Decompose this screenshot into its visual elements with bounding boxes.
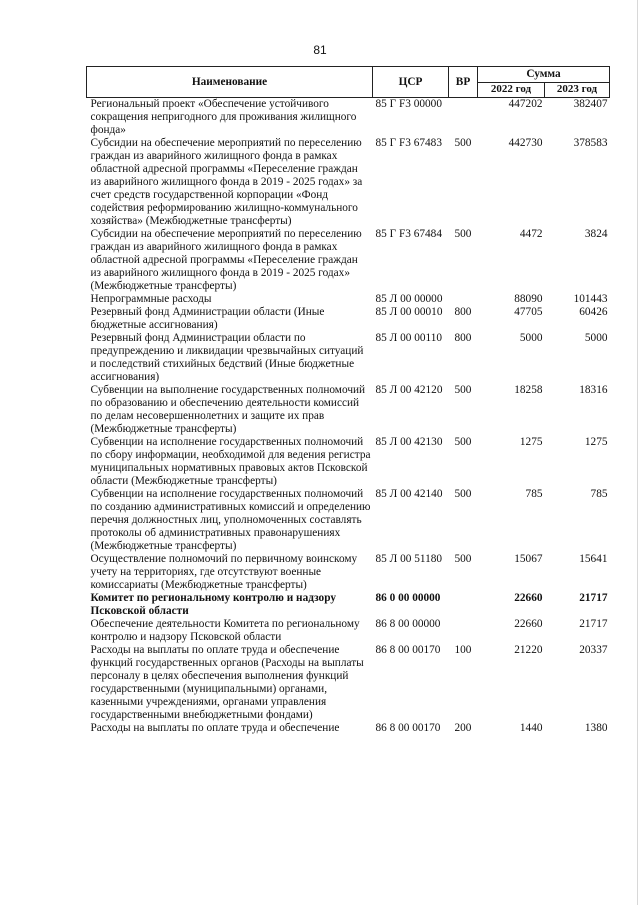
row-vr-cell: 200: [454, 722, 472, 734]
row-name-cell: Расходы на выплаты по оплате труда и обеспечение: [90, 722, 340, 734]
budget-table: [86, 66, 610, 735]
row-name-cell: Субвенции на выполнение государственных полномочий по образованию и обеспечению деятельности комиссий по делам несовершеннолетних и защите их прав (Межбюджетные трансферты): [90, 384, 366, 435]
scan-edge-line: [637, 0, 638, 905]
table-row: [87, 592, 610, 618]
row-vr-cell: 500: [454, 488, 472, 500]
row-2023-cell: 60426: [579, 306, 608, 318]
row-csr-cell: 85 Г F3 67483: [375, 137, 442, 149]
row-vr-cell: [449, 592, 478, 618]
row-csr-cell: 85 Л 00 42140: [375, 488, 443, 500]
row-name-cell: Комитет по региональному контролю и надзору Псковской области: [90, 592, 336, 617]
row-2023-cell: 15641: [579, 553, 608, 565]
header-year-2022: 2022 год: [478, 82, 545, 98]
row-2022-cell: 1275: [519, 436, 543, 448]
row-2022-cell: 785: [525, 488, 543, 500]
table-row: [87, 553, 610, 592]
row-name-cell: Осуществление полномочий по первичному воинскому учету на территориях, где отсутствуют военные комиссариаты (Межбюджетные трансферты): [90, 553, 358, 591]
table-row: [87, 293, 610, 306]
row-vr-cell: 800: [454, 332, 472, 344]
table-body: [87, 98, 610, 736]
header-csr: ЦСР: [373, 67, 449, 98]
budget-table-container: [86, 66, 609, 735]
row-vr-cell: 800: [454, 306, 472, 318]
table-row: [87, 137, 610, 228]
row-2023-cell: 3824: [584, 228, 608, 240]
row-csr-cell: 86 8 00 00000: [375, 618, 441, 630]
row-vr-cell: [449, 293, 478, 306]
row-name-cell: Субсидии на обеспечение мероприятий по переселению граждан из аварийного жилищного фонда в рамках областной адресной программы «Переселение граждан из аварийного жилищного фонда в 2019 - 2025 годах» (Межбюджетные трансферты): [90, 228, 362, 292]
row-2022-cell: 5000: [519, 332, 543, 344]
table-row: [87, 306, 610, 332]
row-2022-cell: 442730: [508, 137, 543, 149]
row-csr-cell: 85 Л 00 51180: [375, 553, 443, 565]
row-2023-cell: 21717: [579, 592, 608, 604]
row-2023-cell: 785: [590, 488, 608, 500]
row-csr-cell: 85 Л 00 00110: [375, 332, 443, 344]
row-vr-cell: 500: [454, 228, 472, 240]
row-csr-cell: 86 8 00 00170: [375, 722, 441, 734]
row-2022-cell: 21220: [514, 644, 543, 656]
row-vr-cell: 500: [454, 436, 472, 448]
row-csr-cell: 85 Л 00 00010: [375, 306, 443, 318]
row-csr-cell: 86 0 00 00000: [375, 592, 441, 604]
page-number: 81: [313, 43, 327, 57]
row-name-cell: Непрограммные расходы: [90, 293, 212, 305]
row-2022-cell: 22660: [514, 592, 543, 604]
table-row: [87, 228, 610, 293]
row-csr-cell: 85 Л 00 42120: [375, 384, 443, 396]
row-csr-cell: 85 Г F3 00000: [375, 98, 442, 110]
row-name-cell: Субсидии на обеспечение мероприятий по переселению граждан из аварийного жилищного фонда в рамках областной адресной программы «Переселение граждан из аварийного жилищного фонда в 2019 - 2025 годах» за счет средств государственной корпорации «Фонд содействия реформированию жилищно-коммунального хозяйства» (Межбюджетные трансферты): [90, 137, 363, 227]
row-2022-cell: 447202: [508, 98, 543, 110]
row-vr-cell: 100: [454, 644, 472, 656]
row-2022-cell: 22660: [514, 618, 543, 630]
header-year-2023: 2023 год: [545, 82, 610, 98]
table-row: [87, 644, 610, 722]
table-row: [87, 384, 610, 436]
row-vr-cell: 500: [454, 384, 472, 396]
row-2022-cell: 47705: [514, 306, 543, 318]
header-vr: ВР: [449, 67, 478, 98]
row-name-cell: Резервный фонд Администрации области по предупреждению и ликвидации чрезвычайных ситуаций и последствий стихийных бедствий (Иные бюджетные ассигнования): [90, 332, 364, 383]
row-vr-cell: 500: [454, 137, 472, 149]
row-name-cell: Обеспечение деятельности Комитета по региональному контролю и надзору Псковской области: [90, 618, 360, 643]
row-2022-cell: 18258: [514, 384, 543, 396]
table-row: [87, 332, 610, 384]
row-vr-cell: [449, 98, 478, 138]
row-name-cell: Субвенции на исполнение государственных полномочий по сбору информации, необходимой для ведения регистра муниципальных нормативных правовых актов Псковской области (Межбюджетные трансферты): [90, 436, 371, 487]
row-2023-cell: 378583: [573, 137, 608, 149]
header-name: Наименование: [87, 67, 373, 98]
row-2023-cell: 18316: [579, 384, 608, 396]
row-2022-cell: 88090: [514, 293, 543, 305]
row-csr-cell: 85 Л 00 42130: [375, 436, 443, 448]
table-row: [87, 488, 610, 553]
row-2023-cell: 1275: [584, 436, 608, 448]
header-sum: Сумма: [478, 67, 610, 83]
row-2022-cell: 4472: [519, 228, 543, 240]
row-name-cell: Резервный фонд Администрации области (Иные бюджетные ассигнования): [90, 306, 325, 331]
row-2023-cell: 5000: [584, 332, 608, 344]
row-name-cell: Расходы на выплаты по оплате труда и обеспечение функций государственных органов (Расходы на выплаты персоналу в целях обеспечения выполнения функций государственными (муниципальными) органами, казенными учреждениями, органами управления государственными внебюджетными фондами): [90, 644, 364, 721]
row-2023-cell: 101443: [573, 293, 608, 305]
row-2022-cell: 1440: [519, 722, 543, 734]
table-row: [87, 436, 610, 488]
row-csr-cell: 85 Г F3 67484: [375, 228, 442, 240]
row-csr-cell: 86 8 00 00170: [375, 644, 441, 656]
table-row: [87, 98, 610, 138]
row-2023-cell: 382407: [573, 98, 608, 110]
row-name-cell: Субвенции на исполнение государственных полномочий по созданию административных комиссий и определению перечня должностных лиц, уполномоченных составлять протоколы об административных правонарушениях (Межбюджетные трансферты): [90, 488, 371, 552]
row-vr-cell: 500: [454, 553, 472, 565]
table-row: [87, 618, 610, 644]
row-csr-cell: 85 Л 00 00000: [375, 293, 443, 305]
row-2023-cell: 21717: [579, 618, 608, 630]
row-vr-cell: [449, 618, 478, 644]
row-name-cell: Региональный проект «Обеспечение устойчивого сокращения непригодного для проживания жилищного фонда»: [90, 98, 357, 136]
table-header: [87, 67, 610, 98]
row-2022-cell: 15067: [514, 553, 543, 565]
row-2023-cell: 1380: [584, 722, 608, 734]
table-row: [87, 722, 610, 735]
row-2023-cell: 20337: [579, 644, 608, 656]
